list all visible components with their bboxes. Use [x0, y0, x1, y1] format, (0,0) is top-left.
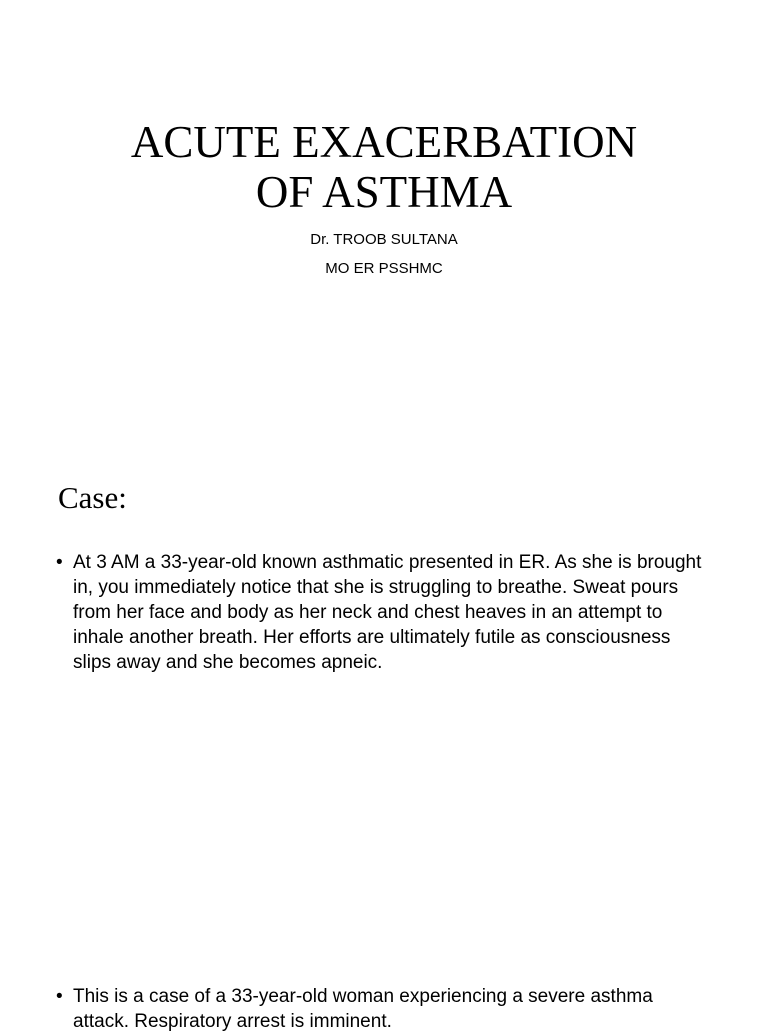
author-affiliation: MO ER PSSHMC [325, 260, 443, 277]
author-name: Dr. TROOB SULTANA [310, 231, 458, 248]
presentation-title [0, 117, 768, 217]
bullet-text: At 3 AM a 33-year-old known asthmatic presented in ER. As she is brought in, you immediately notice that she is struggling to breathe. Sweat pours from her face and body as her neck and chest heaves in an attempt to inhale another breath. Her efforts are ultimately futile as consciousness slips away and she becomes apneic. [73, 552, 702, 673]
case-slide [0, 432, 768, 864]
list-item [0, 550, 705, 675]
next-bullet-list [0, 984, 768, 1034]
list-item [0, 984, 705, 1034]
case-heading: Case: [58, 480, 127, 515]
case-bullet-list [0, 550, 768, 675]
bullet-text: This is a case of a 33-year-old woman experiencing a severe asthma attack. Respiratory arrest is imminent. [73, 986, 653, 1032]
title-slide [0, 0, 768, 432]
bullet-icon: • [56, 552, 63, 573]
bullet-icon: • [56, 986, 63, 1007]
next-slide [0, 864, 768, 1032]
title-line-2: OF ASTHMA [255, 167, 513, 217]
title-line-1: ACUTE EXACERBATION [130, 117, 638, 167]
